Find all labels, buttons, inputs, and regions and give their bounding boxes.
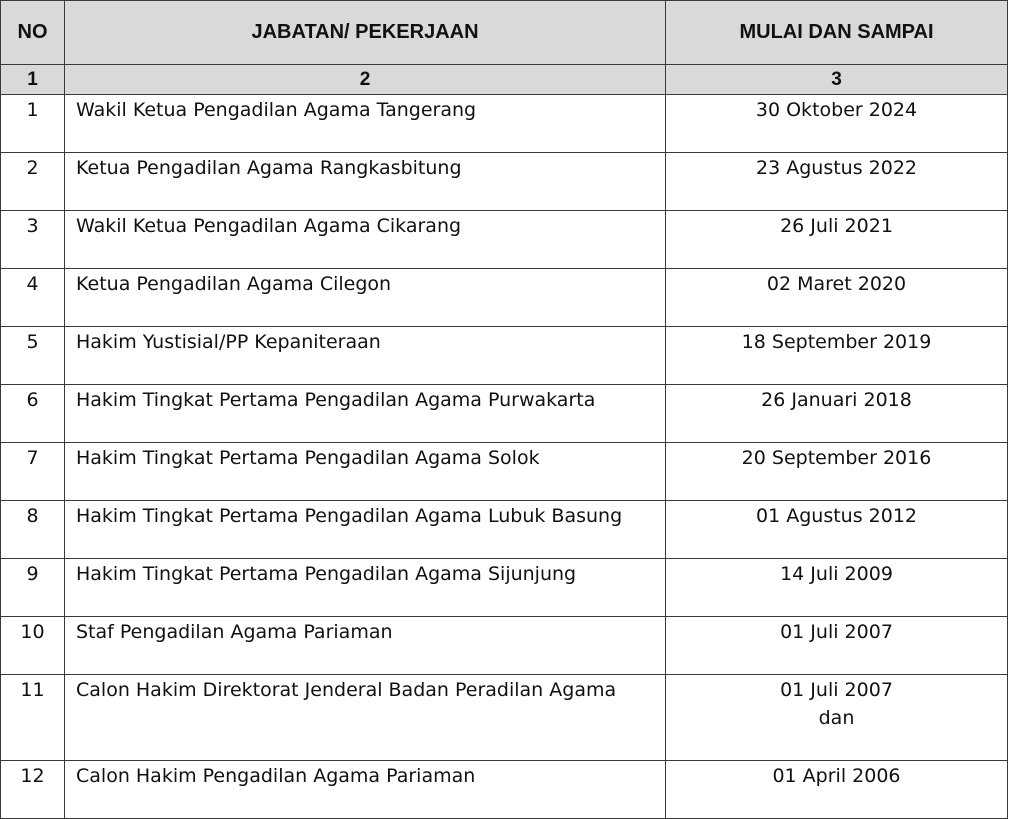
table-row	[1, 501, 1008, 559]
header-row	[1, 1, 1008, 65]
table-row	[1, 675, 1008, 761]
row-position: Hakim Tingkat Pertama Pengadilan Agama Solok	[65, 443, 666, 501]
row-position: Hakim Tingkat Pertama Pengadilan Agama Lubuk Basung	[65, 501, 666, 559]
row-position: Wakil Ketua Pengadilan Agama Tangerang	[65, 95, 666, 153]
column-number-row	[1, 65, 1008, 95]
column-number-1: 1	[1, 65, 65, 95]
row-number: 2	[1, 153, 65, 211]
row-date: 26 Januari 2018	[666, 385, 1008, 443]
row-date: 26 Juli 2021	[666, 211, 1008, 269]
row-date-continuation: dan	[818, 707, 855, 729]
row-date: 20 September 2016	[666, 443, 1008, 501]
row-date: 01 Juli 2007	[666, 617, 1008, 675]
row-number: 10	[1, 617, 65, 675]
row-date: 02 Maret 2020	[666, 269, 1008, 327]
table-row	[1, 211, 1008, 269]
table-row	[1, 617, 1008, 675]
row-position: Calon Hakim Direktorat Jenderal Badan Peradilan Agama	[65, 675, 666, 761]
table-row	[1, 559, 1008, 617]
row-position: Wakil Ketua Pengadilan Agama Cikarang	[65, 211, 666, 269]
row-number: 11	[1, 675, 65, 761]
row-position: Hakim Tingkat Pertama Pengadilan Agama Sijunjung	[65, 559, 666, 617]
row-number: 3	[1, 211, 65, 269]
row-date: 14 Juli 2009	[666, 559, 1008, 617]
header-period: MULAI DAN SAMPAI	[666, 1, 1008, 65]
column-number-2: 2	[65, 65, 666, 95]
row-number: 7	[1, 443, 65, 501]
table-row	[1, 95, 1008, 153]
table-row	[1, 153, 1008, 211]
row-position: Staf Pengadilan Agama Pariaman	[65, 617, 666, 675]
column-number-3: 3	[666, 65, 1008, 95]
row-date: 01 Agustus 2012	[666, 501, 1008, 559]
row-number: 9	[1, 559, 65, 617]
table-row	[1, 443, 1008, 501]
row-position: Ketua Pengadilan Agama Cilegon	[65, 269, 666, 327]
table-row	[1, 327, 1008, 385]
row-position: Ketua Pengadilan Agama Rangkasbitung	[65, 153, 666, 211]
table-row	[1, 385, 1008, 443]
row-number: 12	[1, 761, 65, 819]
row-number: 8	[1, 501, 65, 559]
row-date: 23 Agustus 2022	[666, 153, 1008, 211]
row-position: Hakim Yustisial/PP Kepaniteraan	[65, 327, 666, 385]
row-date: 01 Juli 2007	[780, 679, 893, 701]
row-number: 6	[1, 385, 65, 443]
row-position: Hakim Tingkat Pertama Pengadilan Agama Purwakarta	[65, 385, 666, 443]
row-date: 01 April 2006	[666, 761, 1008, 819]
row-number: 1	[1, 95, 65, 153]
header-position: JABATAN/ PEKERJAAN	[65, 1, 666, 65]
row-position: Calon Hakim Pengadilan Agama Pariaman	[65, 761, 666, 819]
row-number: 4	[1, 269, 65, 327]
row-date-cell	[666, 675, 1008, 761]
row-number: 5	[1, 327, 65, 385]
header-no: NO	[1, 1, 65, 65]
row-date: 18 September 2019	[666, 327, 1008, 385]
row-date: 30 Oktober 2024	[666, 95, 1008, 153]
table-row	[1, 761, 1008, 819]
table-row	[1, 269, 1008, 327]
